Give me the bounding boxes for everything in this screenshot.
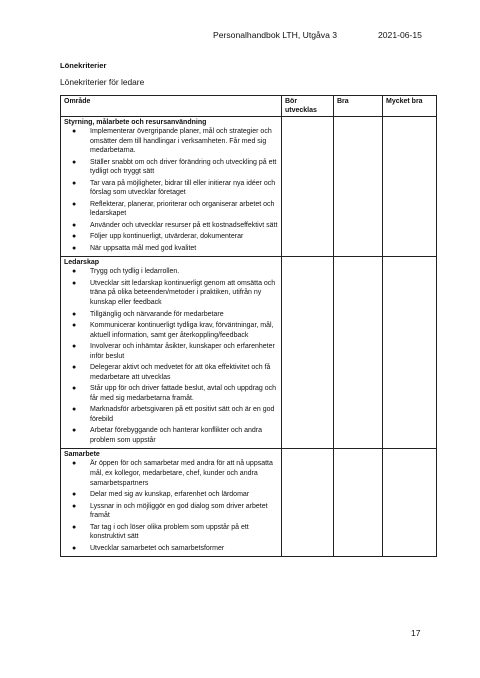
list-item [64, 267, 278, 277]
bullet-icon: ● [72, 491, 77, 499]
rating-cell-good[interactable] [334, 117, 383, 257]
rating-cell-needs-improvement[interactable] [282, 449, 334, 557]
criterion-text: Trygg och tydlig i ledarrollen. [90, 268, 180, 276]
rating-cell-very-good[interactable] [383, 257, 437, 449]
list-item [64, 502, 278, 521]
bullet-icon: ● [72, 279, 77, 287]
table-row [61, 257, 437, 449]
area-cell [61, 449, 282, 557]
rating-cell-needs-improvement[interactable] [282, 117, 334, 257]
list-item [64, 127, 278, 156]
bullet-icon: ● [72, 244, 77, 252]
page-header [0, 30, 480, 44]
bullet-icon: ● [72, 523, 77, 531]
list-item [64, 232, 278, 242]
list-item [64, 200, 278, 219]
rating-cell-very-good[interactable] [383, 117, 437, 257]
bullet-icon: ● [72, 179, 77, 187]
criterion-text: Följer upp kontinuerligt, utvärderar, dokumenterar [90, 233, 244, 241]
bullet-icon: ● [72, 310, 77, 318]
criteria-list [64, 267, 278, 445]
criteria-list [64, 127, 278, 253]
bullet-icon: ● [72, 343, 77, 351]
criterion-text: Arbetar förebyggande och hanterar konflikter och andra problem som uppstår [90, 427, 262, 444]
table-row [61, 117, 437, 257]
list-item [64, 405, 278, 424]
list-item [64, 490, 278, 500]
list-item [64, 244, 278, 254]
bullet-icon: ● [72, 406, 77, 414]
rating-cell-good[interactable] [334, 257, 383, 449]
section-title: Ledarskap [64, 259, 100, 267]
criterion-text: Är öppen för och samarbetar med andra för att nå uppsatta mål, ex kollegor, medarbetare, chef, kunder och andra samarbetspartners [90, 460, 273, 487]
criterion-text: När uppsatta mål med god kvalitet [90, 244, 197, 252]
list-item [64, 426, 278, 445]
list-item [64, 342, 278, 361]
list-item [64, 523, 278, 542]
criterion-text: Delegerar aktivt och medvetet för att öka effektivitet och få medarbetare att utvecklas [90, 364, 271, 381]
criterion-text: Utvecklar sitt ledarskap kontinuerligt genom att omsätta och träna på olika beteenden/metoder i praktiken, utifrån ny kunskap eller feedback [90, 279, 276, 307]
bullet-icon: ● [72, 221, 77, 229]
criterion-text: Tillgänglig och närvarande för medarbetare [90, 310, 224, 318]
document-date: 2021-06-15 [378, 30, 422, 40]
document-title: Personalhandbok LTH, Utgåva 3 [213, 30, 338, 40]
criterion-text: Använder och utvecklar resurser på ett kostnadseffektivt sätt [90, 221, 278, 229]
criterion-text: Reflekterar, planerar, prioriterar och organiserar arbetet och ledarskapet [90, 200, 275, 218]
list-item [64, 221, 278, 231]
rating-cell-very-good[interactable] [383, 449, 437, 557]
bullet-icon: ● [72, 268, 77, 276]
bullet-icon: ● [72, 364, 77, 372]
criterion-text: Marknadsför arbetsgivaren på ett positivt sätt och är en god förebild [90, 406, 275, 423]
list-item [64, 321, 278, 340]
list-item [64, 158, 278, 177]
bullet-icon: ● [72, 322, 77, 329]
section-title: Styrning, målarbete och resursanvändning [64, 119, 207, 126]
criteria-list [64, 459, 278, 553]
list-item [64, 179, 278, 198]
list-item [64, 279, 278, 308]
bullet-icon: ● [72, 200, 77, 208]
area-cell [61, 117, 282, 257]
criteria-table [60, 95, 437, 557]
criterion-text: Implementerar övergripande planer, mål och strategier och omsätter dem till handlingar i verksamheten. Får med sig medarbetarna. [90, 128, 272, 155]
bullet-icon: ● [72, 233, 77, 241]
criterion-text: Utvecklar samarbetet och samarbetsformer [90, 544, 225, 552]
section-label: Lönekriterier [60, 61, 107, 70]
section-title: Samarbete [64, 451, 100, 459]
bullet-icon: ● [72, 128, 77, 135]
bullet-icon: ● [72, 427, 77, 435]
list-item [64, 459, 278, 488]
bullet-icon: ● [72, 544, 77, 552]
column-header-needs-improvement: Bör utvecklas [282, 96, 334, 117]
list-item [64, 363, 278, 382]
criterion-text: Ställer snabbt om och driver förändring och utveckling på ett tydligt och tryggt sätt [90, 158, 277, 176]
criterion-text: Tar vara på möjligheter, bidrar till eller initierar nya idéer och förslag som utvecklar företaget [90, 179, 276, 197]
column-header-good: Bra [334, 96, 383, 117]
list-item [64, 384, 278, 403]
bullet-icon: ● [72, 502, 77, 510]
page-number: 17 [411, 628, 421, 638]
table-header-row [61, 96, 437, 117]
criterion-text: Delar med sig av kunskap, erfarenhet och lärdomar [90, 491, 250, 499]
column-header-very-good: Mycket bra [383, 96, 437, 117]
list-item [64, 310, 278, 320]
area-cell [61, 257, 282, 449]
page-subtitle: Lönekriterier för ledare [60, 77, 145, 87]
criterion-text: Står upp för och driver fattade beslut, avtal och uppdrag och får med sig medarbetarna framåt. [90, 385, 277, 402]
rating-cell-good[interactable] [334, 449, 383, 557]
bullet-icon: ● [72, 385, 77, 393]
criterion-text: Tar tag i och löser olika problem som uppstår på ett konstruktivt sätt [90, 523, 249, 541]
table-row [61, 449, 437, 557]
criterion-text: Lyssnar in och möjliggör en god dialog som driver arbetet framåt [90, 502, 268, 520]
column-header-area: Område [61, 96, 282, 117]
bullet-icon: ● [72, 460, 77, 468]
criterion-text: Kommunicerar kontinuerligt tydliga krav, förväntningar, mål, aktuell information, samt ger återkoppling/feedback [90, 322, 274, 339]
bullet-icon: ● [72, 158, 77, 166]
criterion-text: Involverar och inhämtar åsikter, kunskaper och erfarenheter inför beslut [90, 343, 275, 360]
rating-cell-needs-improvement[interactable] [282, 257, 334, 449]
list-item [64, 544, 278, 554]
